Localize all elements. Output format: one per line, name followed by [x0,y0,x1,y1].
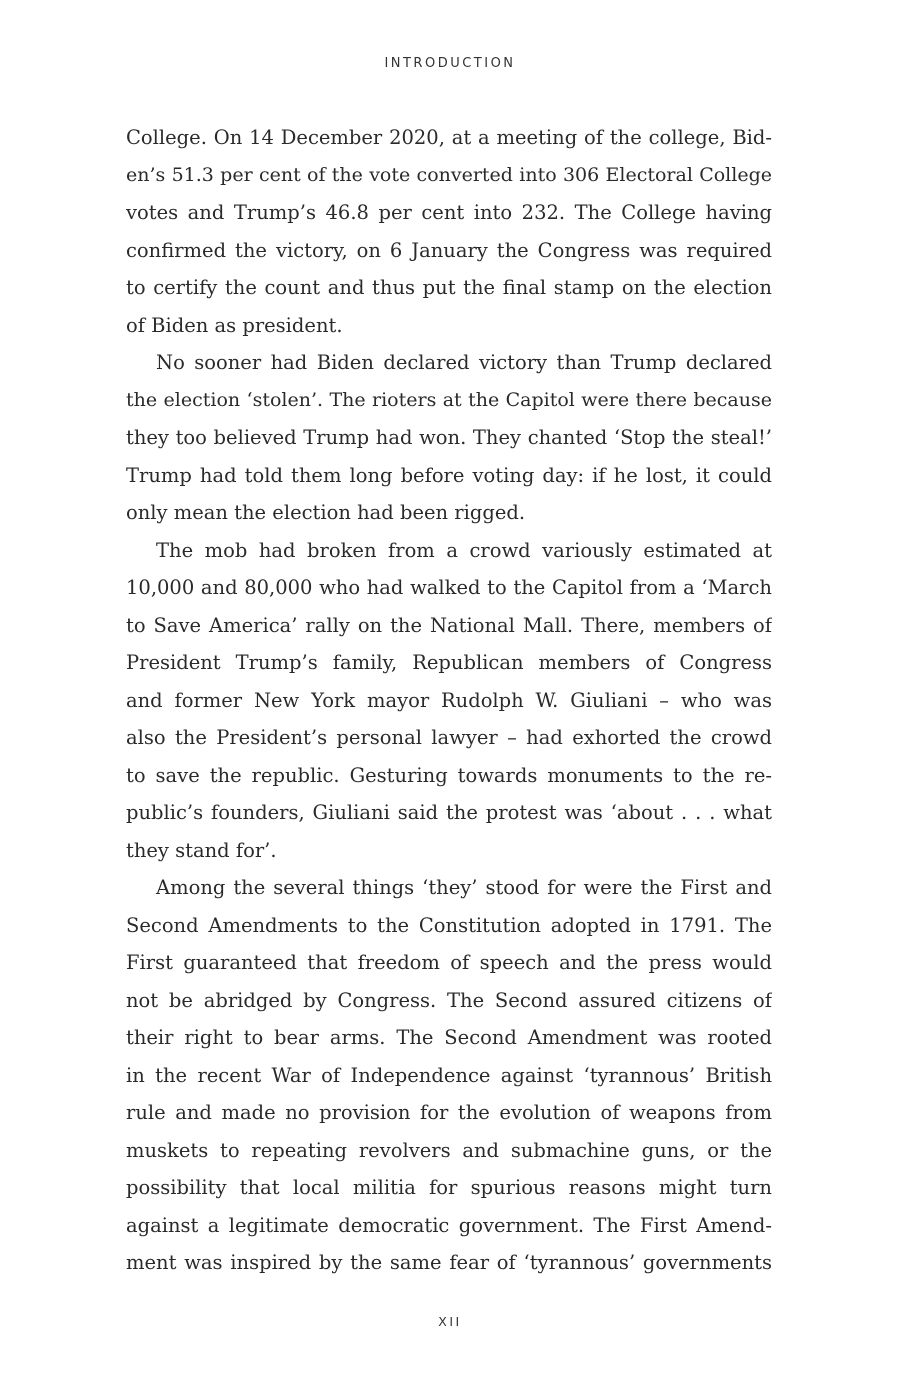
text-line: Among the several things ‘they’ stood for were the First and [156,876,772,899]
text-line: public’s founders, Giuliani said the protest was ‘about . . . what [126,801,772,824]
text-line: they stand for’. [126,838,277,862]
running-head: INTRODUCTION [384,56,516,71]
text-line: muskets to repeating revolvers and submachine guns, or the [126,1138,772,1162]
text-line: to Save America’ rally on the National Mall. There, members of [126,613,772,637]
body-text [126,119,772,1282]
text-line: of Biden as president. [126,313,343,337]
text-line: also the President’s personal lawyer – had exhorted the crowd [126,726,772,749]
text-line: en’s 51.3 per cent of the vote converted into 306 Electoral College [126,163,772,186]
text-line: Trump had told them long before voting day: if he lost, it could [126,463,772,487]
text-line: possibility that local militia for spurious reasons might turn [126,1176,772,1199]
text-line: their right to bear arms. The Second Amendment was rooted [126,1026,772,1049]
text-line: The mob had broken from a crowd variously estimated at [156,538,772,562]
text-line: confirmed the victory, on 6 January the Congress was required [126,238,772,262]
text-line: they too believed Trump had won. They chanted ‘Stop the steal!’ [126,426,772,449]
text-line: Second Amendments to the Constitution adopted in 1791. The [126,913,772,937]
text-line: in the recent War of Independence against ‘tyrannous’ British [126,1063,772,1087]
text-line: to certify the count and thus put the final stamp on the election [126,276,772,299]
paragraph [126,344,772,532]
text-line: ment was inspired by the same fear of ‘tyrannous’ governments [126,1251,772,1274]
text-line: College. On 14 December 2020, at a meeting of the college, Bid- [126,126,772,149]
text-line: the election ‘stolen’. The rioters at the Capitol were there because [126,388,772,411]
text-line: to save the republic. Gesturing towards monuments to the re- [126,763,772,787]
page-number: XII [438,1314,462,1329]
text-line: votes and Trump’s 46.8 per cent into 232. The College having [126,201,772,224]
text-line: and former New York mayor Rudolph W. Giuliani – who was [126,688,772,712]
text-line: not be abridged by Congress. The Second assured citizens of [126,988,772,1012]
text-line: 10,000 and 80,000 who had walked to the Capitol from a ‘March [126,576,772,599]
text-line: against a legitimate democratic government. The First Amend- [126,1213,772,1237]
paragraph [126,869,772,1282]
text-line: President Trump’s family, Republican members of Congress [126,651,772,674]
text-line: First guaranteed that freedom of speech and the press would [126,951,772,974]
text-line: No sooner had Biden declared victory than Trump declared [156,351,772,374]
paragraph [126,119,772,344]
paragraph [126,532,772,870]
text-line: only mean the election had been rigged. [126,501,526,524]
text-line: rule and made no provision for the evolution of weapons from [126,1101,772,1124]
